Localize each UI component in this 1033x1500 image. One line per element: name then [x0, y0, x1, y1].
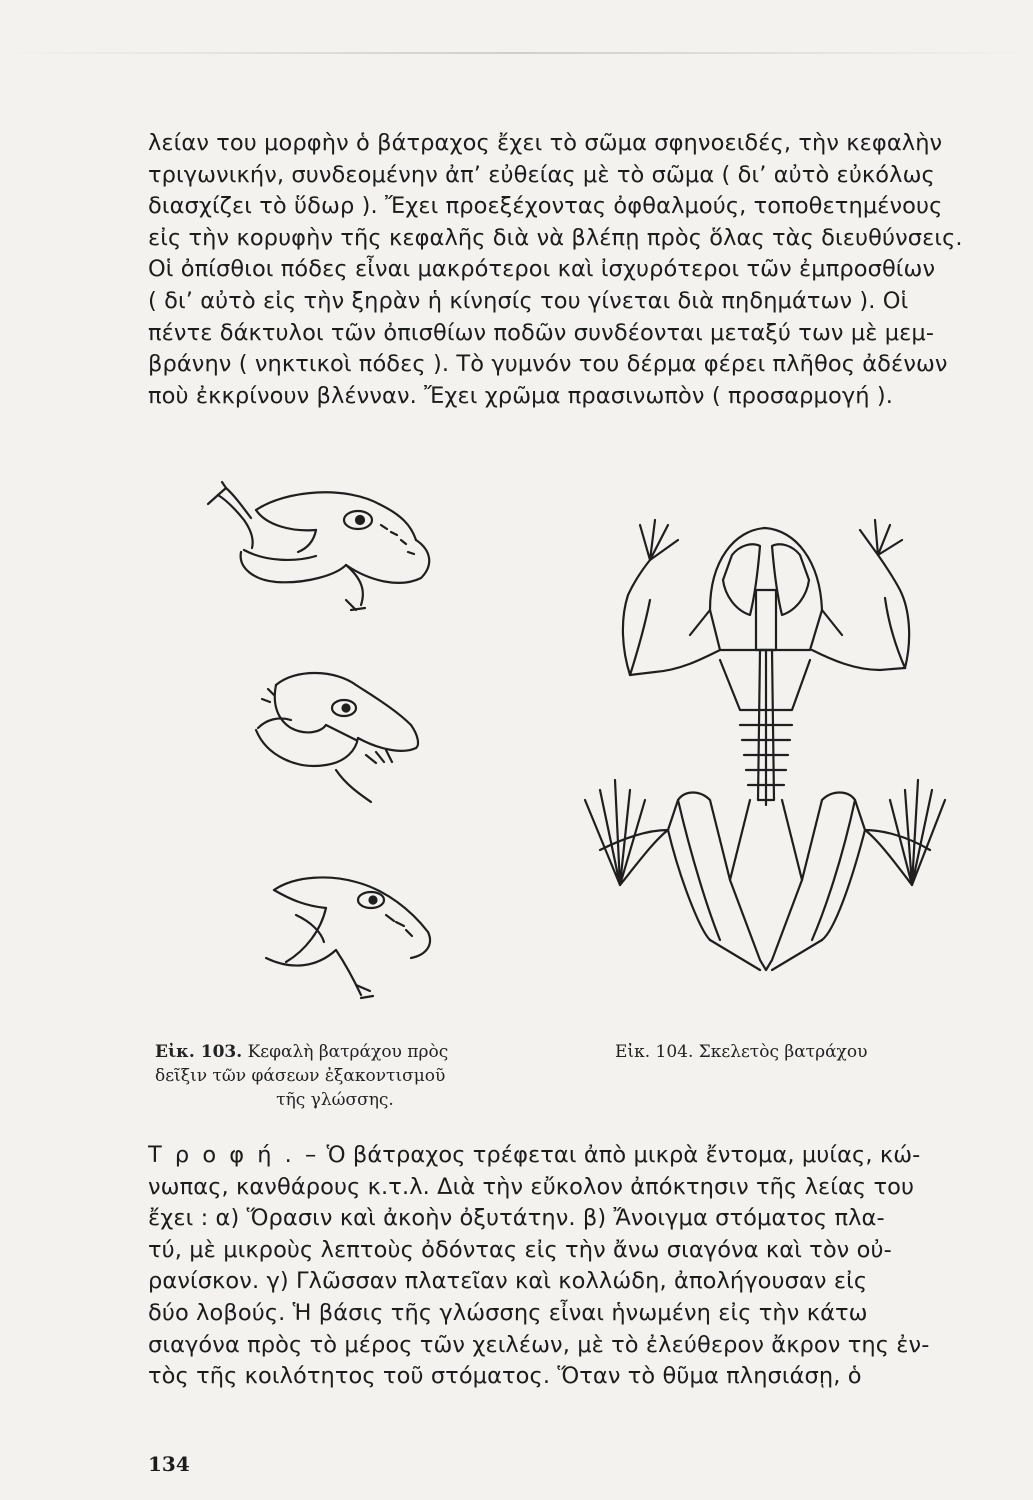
text-line: τὸς τῆς κοιλότητος τοῦ στόματος. Ὅταν τὸ θῦμα πλησιάσῃ, ὁ [148, 1363, 862, 1390]
caption-text: Κεφαλὴ βατράχου πρὸς [247, 1042, 449, 1062]
text-line: ( δι’ αὐτὸ εἰς τὴν ξηρὰν ἡ κίνησίς του γίνεται διὰ πηδημάτων ). Οἱ [148, 287, 909, 314]
text-line: ποὺ ἐκκρίνουν βλένναν. Ἔχει χρῶμα πρασινωπὸν ( προσαρμογή ). [148, 382, 893, 409]
text-line [148, 1140, 1008, 1172]
vertebral-column [740, 650, 792, 805]
paragraph-top [148, 128, 1008, 412]
section-heading: Τ ρ ο φ ή . – [148, 1142, 320, 1168]
frog-head-tongue-retracting [266, 877, 430, 998]
figure-103-caption [155, 1040, 515, 1112]
text-line: Οἱ ὀπίσθιοι πόδες εἶναι μακρότεροι καὶ ἰσχυρότεροι τῶν ἐμπροσθίων [148, 256, 936, 283]
frog-head-mouth-open [256, 673, 418, 802]
hindlimbs [585, 780, 945, 970]
figure-103-label: Εἰκ. 103. [155, 1042, 243, 1062]
text-line: σιαγόνα πρὸς τὸ μέρος τῶν χειλέων, μὲ τὸ ἐλεύθερον ἄκρον της ἐν- [148, 1331, 930, 1358]
text-line: νωπας, κανθάρους κ.τ.λ. Διὰ τὴν εὔκολον ἀπόκτησιν τῆς λείας του [148, 1173, 915, 1200]
frog-head-tongue-extended [208, 482, 429, 610]
text-line: πέντε δάκτυλοι τῶν ὀπισθίων ποδῶν συνδέονται μεταξύ των μὲ μεμ- [148, 319, 935, 346]
caption-line: δεῖξιν τῶν φάσεων ἐξακοντισμοῦ [155, 1066, 446, 1086]
text-line: ρανίσκον. γ) Γλῶσσαν πλατεῖαν καὶ κολλώδη, ἀπολήγουσαν εἰς [148, 1268, 868, 1295]
figure-104-label: Εἰκ. 104. [615, 1042, 694, 1062]
skull [690, 528, 842, 650]
figure-103-frog-heads [196, 470, 496, 1030]
text-line: τύ, μὲ μικροὺς λεπτοὺς ὀδόντας εἰς τὴν ἄνω σιαγόνα καὶ τὸν οὐ- [148, 1236, 892, 1263]
page-number: 134 [148, 1452, 190, 1476]
figure-104-caption [615, 1040, 935, 1064]
text-line: δύο λοβούς. Ἡ βάσις τῆς γλώσσης εἶναι ἡνωμένη εἰς τὴν κάτω [148, 1299, 868, 1326]
text-line: λείαν του μορφὴν ὁ βάτραχος ἔχει τὸ σῶμα σφηνοειδές, τὴν κεφαλὴν [148, 130, 943, 156]
caption-line [155, 1040, 515, 1064]
paragraph-bottom [148, 1140, 1008, 1393]
text-line: εἰς τὴν κορυφὴν τῆς κεφαλῆς διὰ νὰ βλέπῃ πρὸς ὅλας τὰς διευθύνσεις. [148, 224, 963, 251]
text-line: τριγωνικήν, συνδεομένην ἀπ’ εὐθείας μὲ τὸ σῶμα ( δι’ αὐτὸ εὐκόλως [148, 161, 935, 188]
page-top-edge [0, 52, 1033, 54]
figure-104-frog-skeleton [560, 500, 990, 1040]
text-line: διασχίζει τὸ ὕδωρ ). Ἔχει προεξέχοντας ὀφθαλμούς, τοποθετημένους [148, 193, 943, 220]
caption-line: τῆς γλώσσης. [276, 1090, 394, 1110]
caption-text: Σκελετὸς βατράχου [698, 1042, 868, 1062]
text-span: Ὁ βάτραχος τρέφεται ἀπὸ μικρὰ ἔντομα, μυίας, κώ- [319, 1142, 921, 1168]
text-line: βράνην ( νηκτικοὶ πόδες ). Τὸ γυμνόν του δέρμα φέρει πλῆθος ἀδένων [148, 351, 948, 378]
text-line: ἔχει : α) Ὅρασιν καὶ ἀκοὴν ὀξυτάτην. β) Ἄνοιγμα στόματος πλα- [148, 1205, 885, 1232]
